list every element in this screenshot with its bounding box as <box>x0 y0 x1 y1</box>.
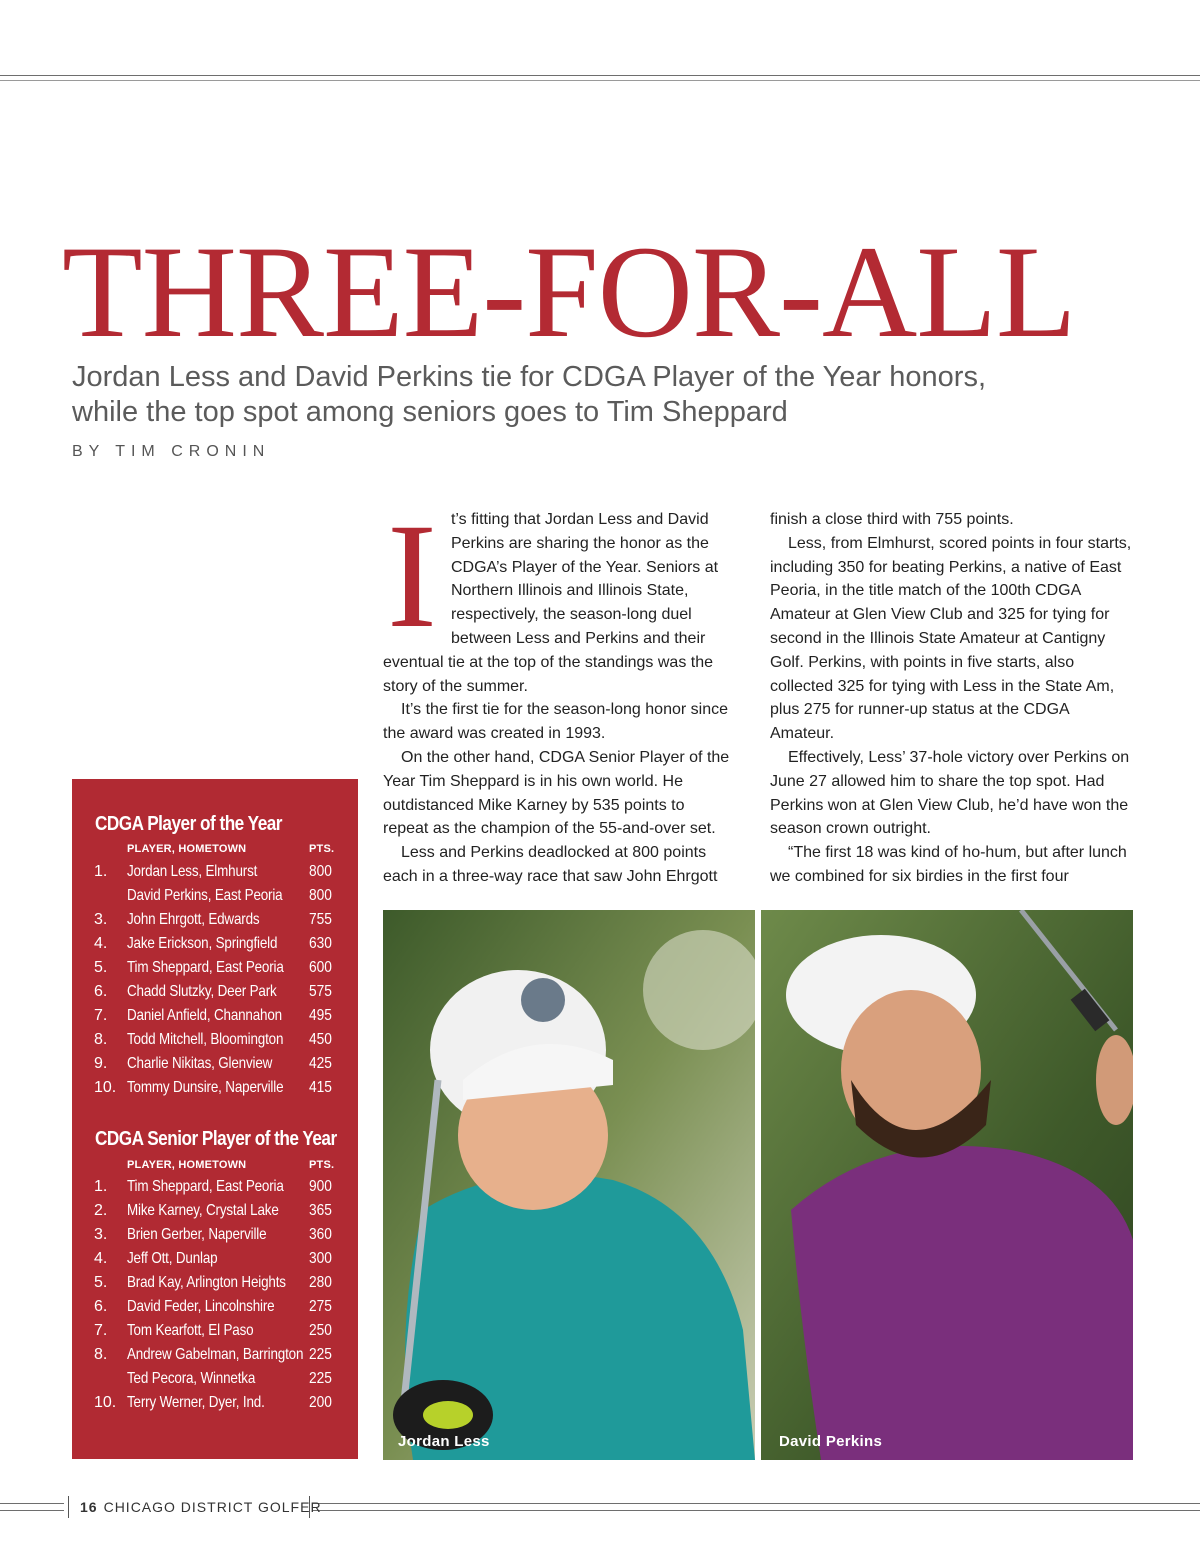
standings-row <box>72 956 358 980</box>
standings-points: 600 <box>309 959 332 976</box>
standings-rank: 3. <box>94 1226 108 1243</box>
paragraph: Effectively, Less’ 37-hole victory over Perkins on June 27 allowed him to share the top spot. Had Perkins won at Glen View Club, he’d have won the season crown outright. <box>770 748 1130 838</box>
standings-rank: 10. <box>94 1394 117 1411</box>
publication-name: CHICAGO DISTRICT GOLFER <box>103 1499 322 1515</box>
standings-rank: 7. <box>94 1322 108 1339</box>
paragraph: “The first 18 was kind of ho-hum, but after lunch we combined for six birdies in the first four <box>770 844 1127 885</box>
standings-player: Jordan Less, Elmhurst <box>127 863 258 880</box>
standings-points: 630 <box>309 935 332 952</box>
standings-player: Brad Kay, Arlington Heights <box>127 1274 286 1291</box>
standings-row <box>72 1295 358 1319</box>
page-number: 16 <box>80 1499 98 1515</box>
standings-player: Andrew Gabelman, Barrington <box>127 1346 304 1363</box>
paragraph: Less and Perkins deadlocked at 800 points each in a three-way race that saw John Ehrgott <box>383 844 718 885</box>
standings-row <box>72 1004 358 1028</box>
paragraph: On the other hand, CDGA Senior Player of the Year Tim Sheppard is in his own world. He outdistanced Mike Karney by 535 points to repeat as the champion of the 55-and-over set. <box>383 748 730 838</box>
standings-points: 200 <box>309 1394 332 1411</box>
article-column-2 <box>770 508 1132 889</box>
standings-points: 250 <box>309 1322 332 1339</box>
subheadline <box>72 360 1072 430</box>
standings-points: 275 <box>309 1298 332 1315</box>
standings-player: Terry Werner, Dyer, Ind. <box>127 1394 265 1411</box>
article-column-1 <box>383 493 733 889</box>
standings-points: 575 <box>309 983 332 1000</box>
byline: BY TIM CRONIN <box>72 443 271 460</box>
standings-row <box>72 1343 358 1367</box>
standings-rank: 8. <box>94 1346 108 1363</box>
standings-rank: 9. <box>94 1055 108 1072</box>
standings-player: Tim Sheppard, East Peoria <box>127 959 284 976</box>
standings-row <box>72 1052 358 1076</box>
photo-jordan-less <box>383 910 755 1460</box>
page-footer <box>80 1499 322 1515</box>
standings-points: 495 <box>309 1007 332 1024</box>
standings-points: 225 <box>309 1370 332 1387</box>
standings-player: Tim Sheppard, East Peoria <box>127 1178 284 1195</box>
paragraph: finish a close third with 755 points. <box>770 511 1014 528</box>
standings-points: 450 <box>309 1031 332 1048</box>
photo-caption: Jordan Less <box>398 1433 490 1450</box>
standings-player: Tom Kearfott, El Paso <box>127 1322 254 1339</box>
standings-rank: 10. <box>94 1079 117 1096</box>
top-rule <box>0 75 1200 76</box>
paragraph: Less, from Elmhurst, scored points in four starts, including 350 for beating Perkins, a native of East Peoria, in the title match of the 100th CDGA Amateur at Glen View Club and 325 for tying for second in the Illinois State Amateur at Cantigny Golf. Perkins, with points in five starts, also collected 325 for tying with Less in the State Am, plus 275 for runner-up status at the CDGA Amateur. <box>770 534 1132 743</box>
standings-player: Tommy Dunsire, Naperville <box>127 1079 284 1096</box>
standings-row <box>72 884 358 908</box>
standings-points: 800 <box>309 887 332 904</box>
standings-player: David Feder, Lincolnshire <box>127 1298 275 1315</box>
standings-points: 800 <box>309 863 332 880</box>
photo-jordan-less-image <box>383 910 755 1460</box>
standings-rank: 2. <box>94 1202 108 1219</box>
standings-player: Todd Mitchell, Bloomington <box>127 1031 284 1048</box>
senior-title: CDGA Senior Player of the Year <box>95 1128 337 1150</box>
standings-row <box>72 1028 358 1052</box>
subheadline-line-1: Jordan Less and David Perkins tie for CDGA Player of the Year honors, <box>72 361 986 393</box>
footer-rule-left-thin <box>0 1510 64 1511</box>
photo-david-perkins <box>761 910 1133 1460</box>
standings-row <box>72 1199 358 1223</box>
standings-rank: 6. <box>94 983 108 1000</box>
standings-row <box>72 860 358 884</box>
standings-rank: 1. <box>94 863 108 880</box>
standings-points: 415 <box>309 1079 332 1096</box>
standings-player: Jeff Ott, Dunlap <box>127 1250 218 1267</box>
standings-points: 900 <box>309 1178 332 1195</box>
standings-rank: 4. <box>94 1250 108 1267</box>
footer-rule-right <box>312 1503 1200 1504</box>
standings-rank: 7. <box>94 1007 108 1024</box>
headline: THREE-FOR-ALL <box>62 218 1076 365</box>
standings-player: David Perkins, East Peoria <box>127 887 283 904</box>
standings-player: Daniel Anfield, Channahon <box>127 1007 282 1024</box>
poy-player-header: PLAYER, HOMETOWN <box>127 843 247 855</box>
standings-points: 365 <box>309 1202 332 1219</box>
photo-caption: David Perkins <box>779 1433 883 1450</box>
standings-row <box>72 1271 358 1295</box>
standings-player: John Ehrgott, Edwards <box>127 911 260 928</box>
standings-points: 755 <box>309 911 332 928</box>
paragraph: It’s the first tie for the season-long honor since the award was created in 1993. <box>383 701 728 743</box>
standings-player: Jake Erickson, Springfield <box>127 935 278 952</box>
standings-row <box>72 908 358 932</box>
standings-rank: 6. <box>94 1298 108 1315</box>
standings-player: Brien Gerber, Naperville <box>127 1226 267 1243</box>
standings-rank: 1. <box>94 1178 108 1195</box>
top-rule-thin <box>0 80 1200 81</box>
standings-rank: 3. <box>94 911 108 928</box>
standings-row <box>72 1175 358 1199</box>
footer-rule-left <box>0 1503 64 1504</box>
standings-player: Charlie Nikitas, Glenview <box>127 1055 273 1072</box>
standings-points: 280 <box>309 1274 332 1291</box>
standings-points: 300 <box>309 1250 332 1267</box>
footer-rule-right-thin <box>312 1510 1200 1511</box>
poy-title: CDGA Player of the Year <box>95 813 282 835</box>
standings-points: 425 <box>309 1055 332 1072</box>
standings-player: Mike Karney, Crystal Lake <box>127 1202 279 1219</box>
standings-rank: 5. <box>94 959 108 976</box>
footer-divider <box>68 1496 69 1518</box>
standings-row <box>72 1367 358 1391</box>
paragraph: t’s fitting that Jordan Less and David Perkins are sharing the honor as the CDGA’s Player of the Year. Seniors at Northern Illinois and Illinois State, respectively, the season-long duel between Less and Perkins and their eventual tie at the top of the standings was the story of the summer. <box>383 511 719 695</box>
standings-row <box>72 932 358 956</box>
standings-player: Ted Pecora, Winnetka <box>127 1370 256 1387</box>
standings-row <box>72 1319 358 1343</box>
standings-points: 360 <box>309 1226 332 1243</box>
standings-points: 225 <box>309 1346 332 1363</box>
standings-row <box>72 1076 358 1100</box>
standings-rank: 4. <box>94 935 108 952</box>
standings-player: Chadd Slutzky, Deer Park <box>127 983 277 1000</box>
standings-rank: 8. <box>94 1031 108 1048</box>
drop-cap: I <box>387 493 437 659</box>
standings-row <box>72 980 358 1004</box>
senior-player-header: PLAYER, HOMETOWN <box>127 1159 247 1171</box>
standings-row <box>72 1391 358 1415</box>
standings-rank: 5. <box>94 1274 108 1291</box>
photo-david-perkins-image <box>761 910 1133 1460</box>
standings-row <box>72 1223 358 1247</box>
standings-row <box>72 1247 358 1271</box>
poy-pts-header: PTS. <box>309 843 335 855</box>
senior-pts-header: PTS. <box>309 1159 335 1171</box>
subheadline-line-2: while the top spot among seniors goes to Tim Sheppard <box>72 396 788 428</box>
standings-sidebar <box>72 779 358 1459</box>
